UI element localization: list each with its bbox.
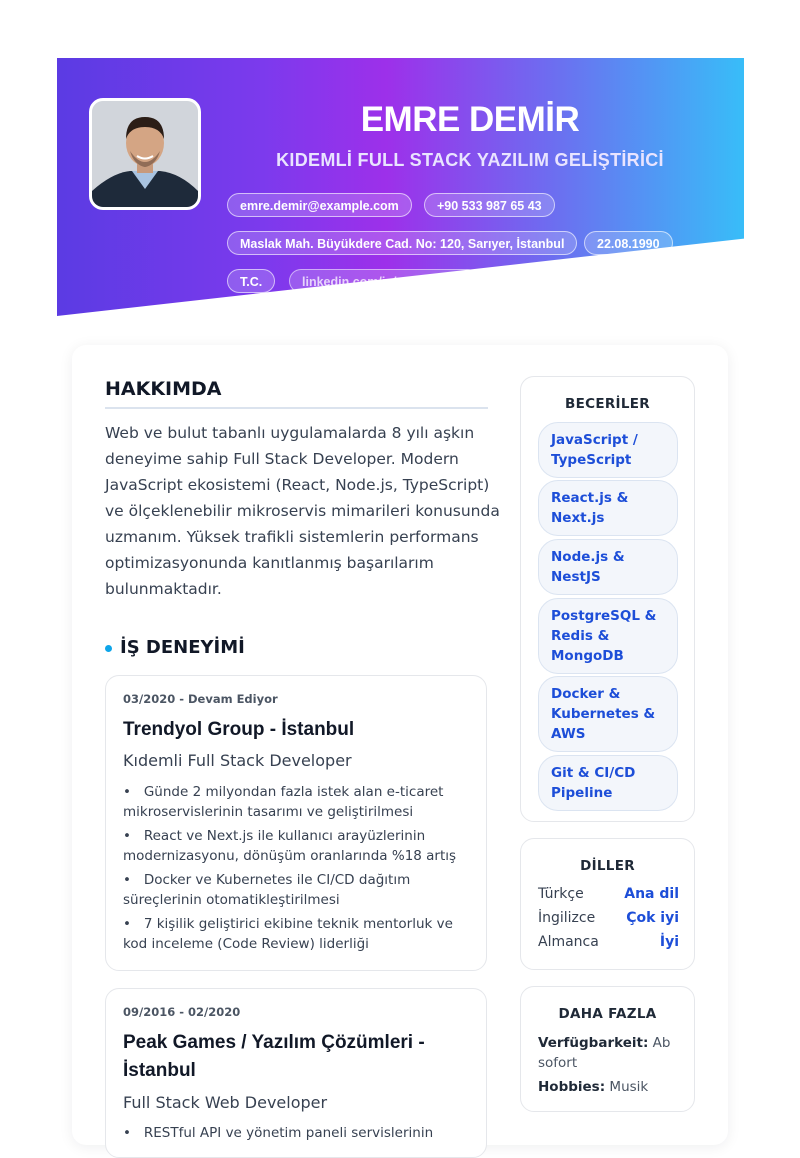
nationality-pill: T.C. bbox=[227, 269, 275, 293]
job-bullets bbox=[123, 782, 478, 958]
skill-tag: PostgreSQL & Redis & MongoDB bbox=[538, 598, 678, 674]
language-level: İyi bbox=[659, 934, 679, 950]
languages-panel bbox=[520, 838, 695, 970]
more-panel bbox=[520, 986, 695, 1112]
phone-pill[interactable]: +90 533 987 65 43 bbox=[424, 193, 555, 217]
job-bullets bbox=[123, 1123, 478, 1147]
more-heading: DAHA FAZLA bbox=[558, 1006, 657, 1022]
job-date: 03/2020 - Devam Ediyor bbox=[123, 692, 278, 706]
skill-tag: Docker & Kubernetes & AWS bbox=[538, 676, 678, 752]
skill-tag: Node.js & NestJS bbox=[538, 539, 678, 595]
language-row bbox=[538, 886, 679, 906]
skill-tag: JavaScript / TypeScript bbox=[538, 422, 678, 478]
email-pill[interactable]: emre.demir@example.com bbox=[227, 193, 412, 217]
birthdate-pill: 22.08.1990 bbox=[584, 231, 673, 255]
job-card bbox=[105, 675, 487, 971]
job-bullet: • Günde 2 milyondan fazla istek alan e-ticaret mikroservislerinin tasarımı ve geliştirilmesi bbox=[123, 784, 444, 820]
job-card bbox=[105, 988, 487, 1158]
languages-heading: DİLLER bbox=[580, 858, 635, 874]
address-pill: Maslak Mah. Büyükdere Cad. No: 120, Sarıyer, İstanbul bbox=[227, 231, 577, 255]
language-name: Almanca bbox=[538, 934, 599, 950]
linkedin-pill[interactable]: linkedin.com/in/emredemir bbox=[289, 269, 479, 293]
job-bullet: • 7 kişilik geliştirici ekibine teknik mentorluk ve kod inceleme (Code Review) liderliği bbox=[123, 916, 453, 952]
job-title: KIDEMLİ FULL STACK YAZILIM GELİŞTİRİCİ bbox=[276, 150, 664, 170]
skill-tag: React.js & Next.js bbox=[538, 480, 678, 536]
profile-photo bbox=[89, 98, 201, 210]
job-bullet: • RESTful API ve yönetim paneli servislerinin bbox=[123, 1125, 434, 1141]
job-date: 09/2016 - 02/2020 bbox=[123, 1005, 241, 1019]
language-level: Ana dil bbox=[624, 886, 679, 902]
job-role: Kıdemli Full Stack Developer bbox=[123, 751, 352, 770]
language-name: Türkçe bbox=[538, 886, 584, 902]
job-role: Full Stack Web Developer bbox=[123, 1093, 328, 1112]
language-name: İngilizce bbox=[538, 910, 596, 926]
job-company: Trendyol Group - İstanbul bbox=[123, 719, 355, 740]
about-divider bbox=[105, 407, 488, 409]
language-row bbox=[538, 934, 679, 954]
experience-heading: İŞ DENEYİMİ bbox=[120, 637, 245, 658]
job-bullet: • React ve Next.js ile kullanıcı arayüzlerinin modernizasyonu, dönüşüm oranlarında %18 artış bbox=[123, 828, 457, 864]
job-company: Peak Games / Yazılım Çözümleri - İstanbul bbox=[123, 1032, 425, 1081]
language-level: Çok iyi bbox=[626, 910, 679, 926]
hobbies: Hobbies: Musik bbox=[538, 1079, 649, 1095]
candidate-name: EMRE DEMİR bbox=[360, 100, 580, 139]
skills-heading: BECERİLER bbox=[565, 396, 650, 412]
job-bullet: • Docker ve Kubernetes ile CI/CD dağıtım süreçlerinin otomatikleştirilmesi bbox=[123, 872, 411, 908]
skill-tag: Git & CI/CD Pipeline bbox=[538, 755, 678, 811]
availability: Verfügbarkeit: Ab sofort bbox=[538, 1035, 671, 1071]
about-heading: HAKKIMDA bbox=[105, 378, 222, 400]
language-row bbox=[538, 910, 679, 930]
skills-panel bbox=[520, 376, 695, 822]
section-dot-icon bbox=[105, 645, 112, 652]
about-text: Web ve bulut tabanlı uygulamalarda 8 yılı aşkın deneyime sahip Full Stack Developer. Modern JavaScript ekosistemi (React, Node.js, TypeScript) ve ölçeklenebilir mikroservis mimarileri konusunda uzmanım. Yüksek trafikli sistemlerin performans optimizasyonunda kanıtlanmış başarılarım bulunmaktadır. bbox=[105, 424, 500, 598]
